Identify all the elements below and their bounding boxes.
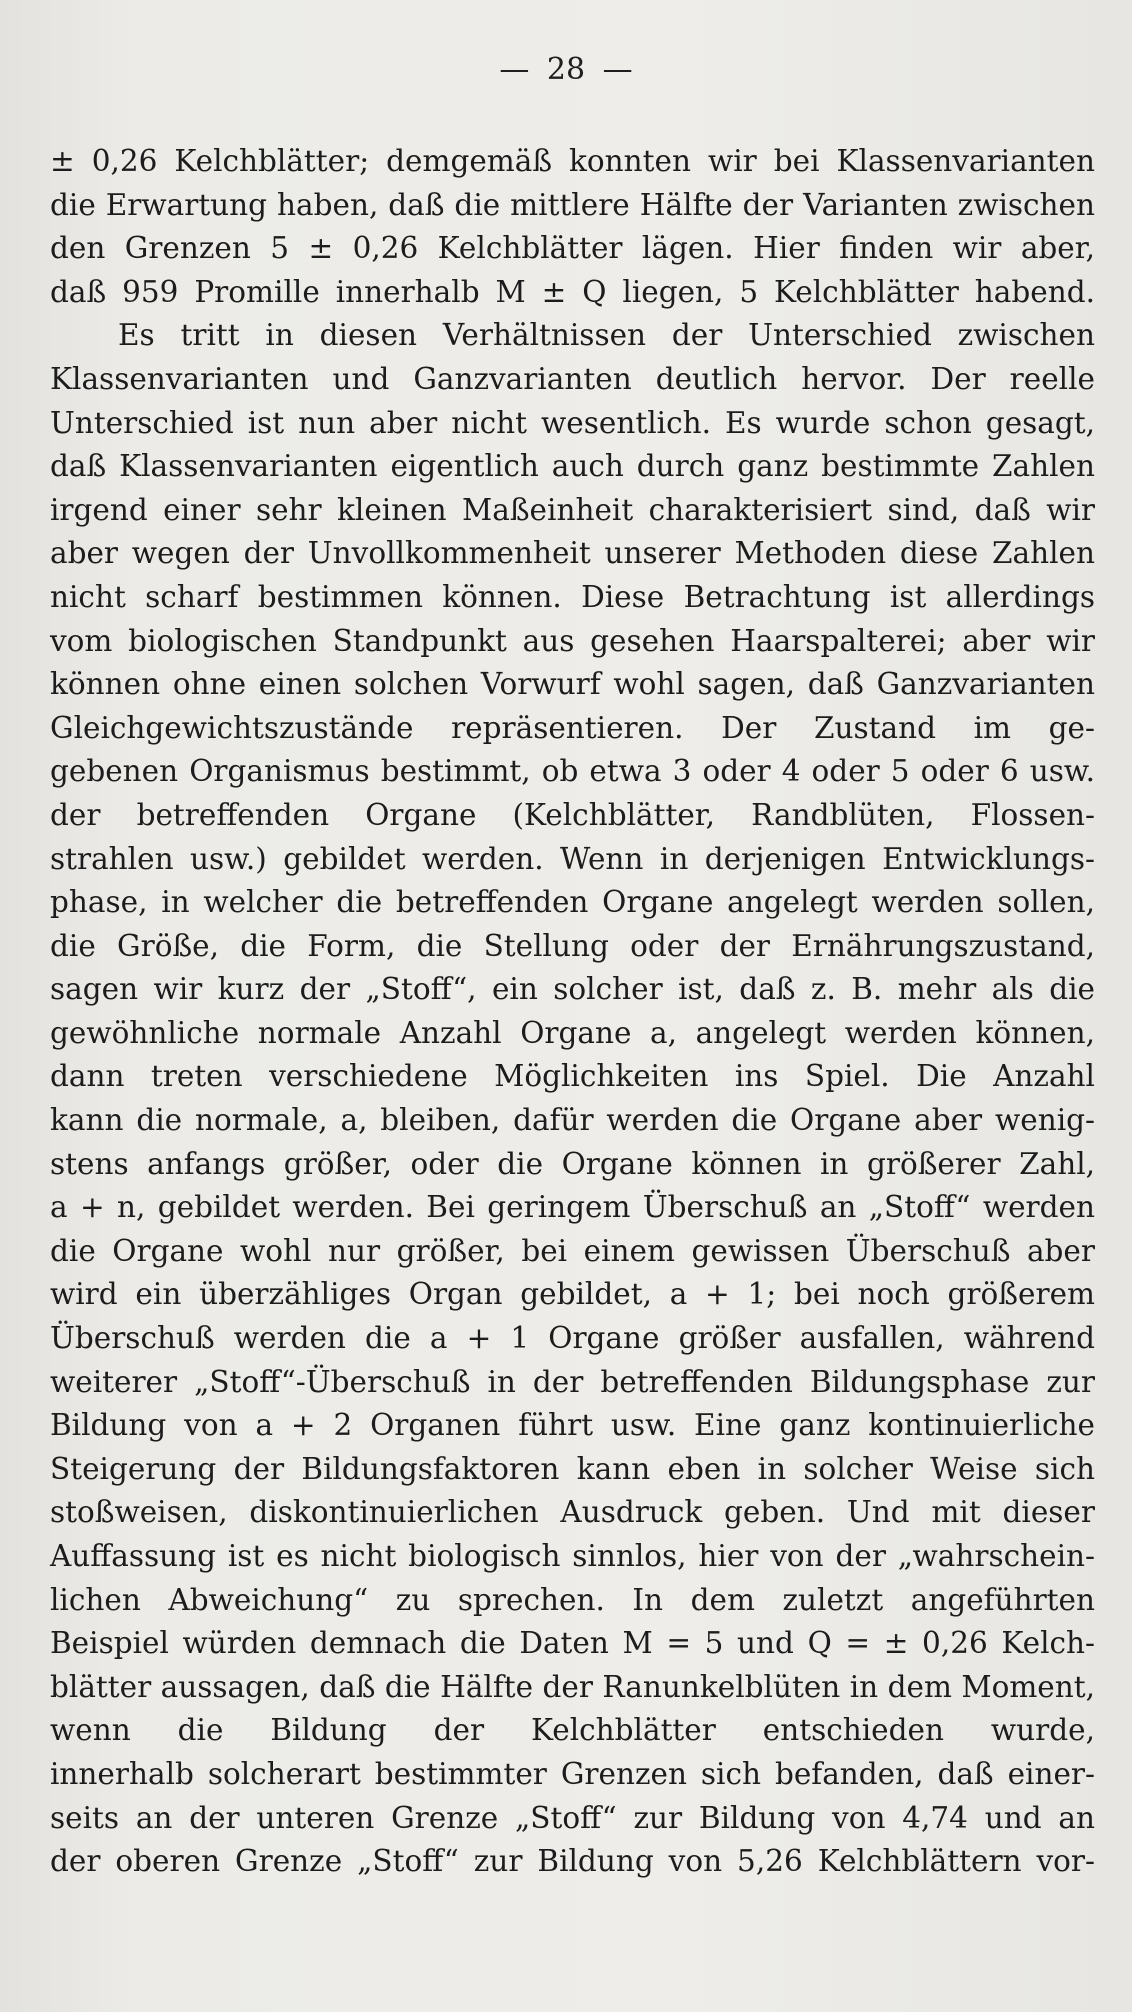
text-line: Auffassung ist es nicht biologisch sinnlos, hier von der „wahrschein-	[50, 1539, 1095, 1573]
text-line: Klassenvarianten und Ganzvarianten deutlich hervor. Der reelle	[50, 361, 1095, 396]
text-line: Überschuß werden die a + 1 Organe größer ausfallen, während	[50, 1321, 1095, 1356]
text-line: Unterschied ist nun aber nicht wesentlich. Es wurde schon gesagt,	[50, 405, 1095, 440]
text-line: der betreffenden Organe (Kelchblätter, Randblüten, Flossen-	[50, 797, 1095, 832]
text-line: sagen wir kurz der „Stoff“, ein solcher ist, daß z. B. mehr als die	[50, 972, 1095, 1007]
text-line: strahlen usw.) gebildet werden. Wenn in derjenigen Entwicklungs-	[50, 841, 1095, 876]
text-line: stoßweisen, diskontinuierlichen Ausdruck geben. Und mit dieser	[50, 1495, 1095, 1530]
text-line: daß 959 Promille innerhalb M ± Q liegen, 5 Kelchblätter habend.	[50, 274, 1095, 309]
body-text	[50, 140, 1095, 1884]
text-line: den Grenzen 5 ± 0,26 Kelchblätter lägen. Hier finden wir aber,	[50, 231, 1095, 266]
text-line: nicht scharf bestimmen können. Diese Betrachtung ist allerdings	[50, 579, 1095, 614]
text-line: kann die normale, a, bleiben, dafür werden die Organe aber wenig-	[50, 1103, 1095, 1138]
text-line: Bildung von a + 2 Organen führt usw. Eine ganz kontinuierliche	[50, 1408, 1095, 1443]
text-line: Gleichgewichtszustände repräsentieren. Der Zustand im ge-	[50, 710, 1095, 745]
text-line: die Erwartung haben, daß die mittlere Hälfte der Varianten zwischen	[50, 187, 1095, 222]
text-line-paragraph-start: Es tritt in diesen Verhältnissen der Unterschied zwischen	[118, 318, 1095, 353]
text-line: wenn die Bildung der Kelchblätter entschieden wurde,	[50, 1713, 1095, 1748]
text-line: wird ein überzähliges Organ gebildet, a + 1; bei noch größerem	[50, 1277, 1095, 1312]
text-line: innerhalb solcherart bestimmter Grenzen sich befanden, daß einer-	[50, 1756, 1095, 1791]
text-line: Steigerung der Bildungsfaktoren kann eben in solcher Weise sich	[50, 1451, 1095, 1486]
page-number: — 28 —	[499, 52, 633, 87]
text-line: weiterer „Stoff“-Überschuß in der betreffenden Bildungsphase zur	[50, 1364, 1095, 1399]
text-line: irgend einer sehr kleinen Maßeinheit charakterisiert sind, daß wir	[50, 492, 1095, 527]
text-line: vom biologischen Standpunkt aus gesehen Haarspalterei; aber wir	[50, 623, 1095, 658]
text-line: können ohne einen solchen Vorwurf wohl sagen, daß Ganzvarianten	[50, 667, 1095, 702]
text-line: phase, in welcher die betreffenden Organe angelegt werden sollen,	[50, 885, 1095, 920]
text-line: Beispiel würden demnach die Daten M = 5 und Q = ± 0,26 Kelch-	[50, 1626, 1095, 1661]
text-line: die Größe, die Form, die Stellung oder der Ernährungszustand,	[50, 928, 1095, 963]
text-line: lichen Abweichung“ zu sprechen. In dem zuletzt angeführten	[50, 1582, 1095, 1617]
text-line: daß Klassenvarianten eigentlich auch durch ganz bestimmte Zahlen	[50, 449, 1095, 484]
text-line: gewöhnliche normale Anzahl Organe a, angelegt werden können,	[50, 1015, 1095, 1050]
text-line: der oberen Grenze „Stoff“ zur Bildung von 5,26 Kelchblättern vor-	[50, 1844, 1095, 1879]
text-line: a + n, gebildet werden. Bei geringem Überschuß an „Stoff“ werden	[50, 1190, 1095, 1225]
text-line: stens anfangs größer, oder die Organe können in größerer Zahl,	[50, 1146, 1095, 1181]
text-line: seits an der unteren Grenze „Stoff“ zur Bildung von 4,74 und an	[50, 1800, 1095, 1835]
text-line: blätter aussagen, daß die Hälfte der Ranunkelblüten in dem Moment,	[50, 1669, 1095, 1704]
text-line: die Organe wohl nur größer, bei einem gewissen Überschuß aber	[50, 1233, 1095, 1268]
text-line: dann treten verschiedene Möglichkeiten ins Spiel. Die Anzahl	[50, 1059, 1095, 1094]
text-line: gebenen Organismus bestimmt, ob etwa 3 oder 4 oder 5 oder 6 usw.	[50, 754, 1095, 789]
text-line: aber wegen der Unvollkommenheit unserer Methoden diese Zahlen	[50, 536, 1095, 571]
text-line: ± 0,26 Kelchblätter; demgemäß konnten wir bei Klassenvarianten	[50, 144, 1095, 178]
